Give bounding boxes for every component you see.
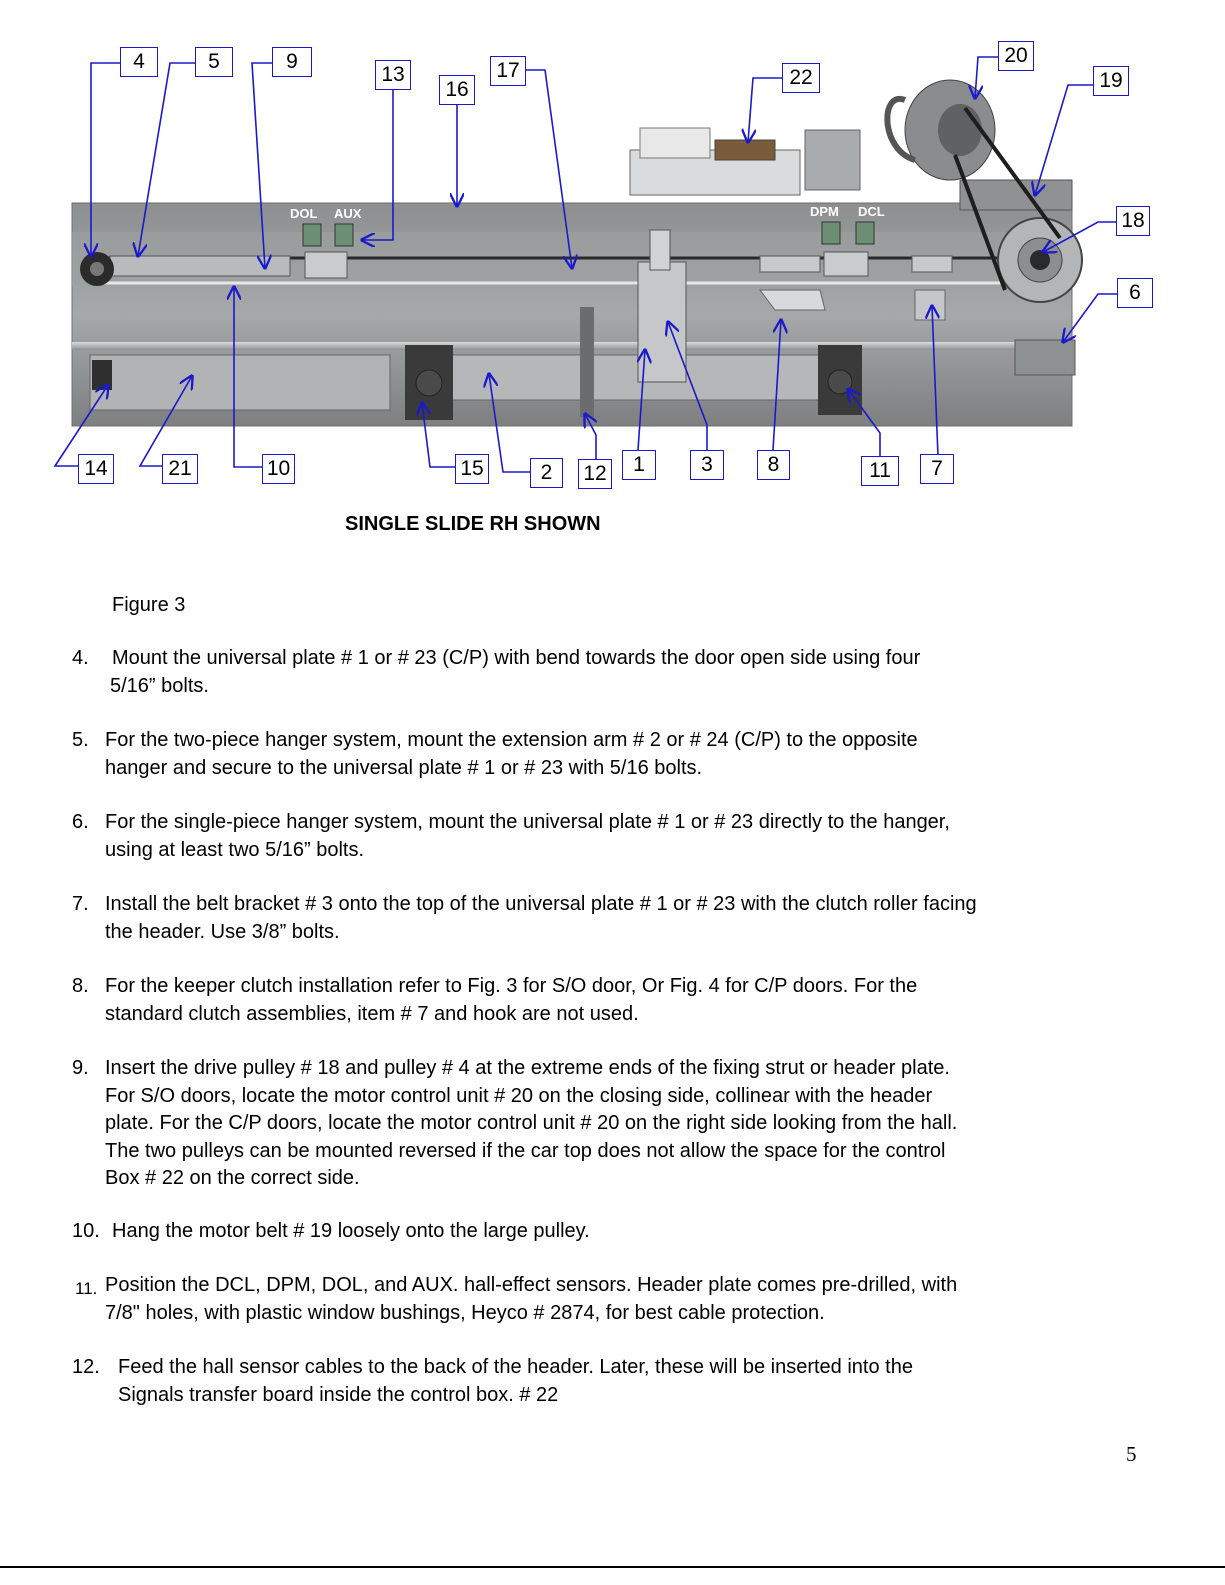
callout-10: 10 (262, 454, 295, 484)
step-line: Feed the hall sensor cables to the back of the header. Later, these will be inserted into the (118, 1356, 913, 1378)
callout-8: 8 (757, 450, 790, 480)
callout-16: 16 (439, 75, 475, 105)
step-line: 5/16” bolts. (110, 674, 209, 697)
step-line: Mount the universal plate # 1 or # 23 (C/P) with bend towards the door open side using four (112, 647, 921, 669)
figure-3 (0, 0, 1225, 500)
callout-5: 5 (195, 47, 233, 77)
callout-6: 6 (1117, 278, 1153, 308)
step-number: 7. (72, 893, 89, 915)
step-line: Signals transfer board inside the control box. # 22 (118, 1383, 559, 1406)
step-number: 10. (72, 1220, 100, 1242)
step-line: Install the belt bracket # 3 onto the top of the universal plate # 1 or # 23 with the clutch roller facing (105, 893, 977, 915)
step-line: Insert the drive pulley # 18 and pulley # 4 at the extreme ends of the fixing strut or header plate. (105, 1057, 950, 1079)
dcl-label: DCL (858, 204, 885, 219)
dol-sensor (303, 224, 321, 246)
step-line: The two pulleys can be mounted reversed if the car top does not allow the space for the control (105, 1139, 946, 1162)
step-line: Box # 22 on the correct side. (105, 1167, 360, 1189)
step-number: 11. (75, 1279, 98, 1298)
dpm-sensor (822, 222, 840, 244)
callout-11: 11 (861, 456, 899, 486)
step-line: For S/O doors, locate the motor control unit # 20 on the closing side, collinear with the header (105, 1084, 933, 1107)
aux-label: AUX (334, 206, 362, 221)
step-number: 4. (72, 647, 89, 669)
step-line: the header. Use 3/8” bolts. (105, 920, 340, 943)
step-number: 9. (72, 1057, 89, 1079)
figure-caption: SINGLE SLIDE RH SHOWN (345, 513, 601, 535)
step-line: using at least two 5/16” bolts. (105, 838, 365, 861)
hanger-right (450, 355, 820, 400)
callout-18: 18 (1116, 206, 1150, 236)
callout-20: 20 (998, 41, 1034, 71)
step-number: 8. (72, 975, 89, 997)
callout-14: 14 (78, 454, 114, 484)
step-line: Hang the motor belt # 19 loosely onto the large pulley. (112, 1220, 590, 1242)
step-line: hanger and secure to the universal plate # 1 or # 23 with 5/16 bolts. (105, 756, 703, 779)
callout-12: 12 (578, 459, 612, 489)
dpm-label: DPM (810, 204, 839, 219)
callout-2: 2 (530, 458, 563, 488)
step-line: plate. For the C/P doors, locate the motor control unit # 20 on the right side looking from the hall. (105, 1112, 958, 1134)
dol-label: DOL (290, 206, 318, 221)
callout-22: 22 (782, 63, 820, 93)
callout-3: 3 (690, 450, 724, 480)
step-number: 6. (72, 811, 89, 833)
operator-photo (0, 0, 1225, 500)
callout-21: 21 (162, 454, 198, 484)
dcl-sensor (856, 222, 874, 244)
callout-4: 4 (120, 47, 158, 77)
step-line: Position the DCL, DPM, DOL, and AUX. hall-effect sensors. Header plate comes pre-drilled, with (105, 1274, 958, 1296)
step-line: For the keeper clutch installation refer to Fig. 3 for S/O door, Or Fig. 4 for C/P doors. For the (105, 975, 918, 997)
figure-label: Figure 3 (112, 594, 186, 616)
step-line: For the single-piece hanger system, mount the universal plate # 1 or # 23 directly to the hanger, (105, 811, 950, 833)
aux-sensor (335, 224, 353, 246)
callout-15: 15 (455, 454, 489, 484)
page-number: 5 (1126, 1442, 1137, 1466)
bottom-rule (0, 1566, 1225, 1568)
step-line: standard clutch assemblies, item # 7 and hook are not used. (105, 1002, 639, 1025)
callout-17: 17 (490, 56, 526, 86)
hanger-left (90, 355, 390, 410)
callout-19: 19 (1093, 66, 1129, 96)
universal-plate (638, 262, 686, 382)
step-line: For the two-piece hanger system, mount the extension arm # 2 or # 24 (C/P) to the opposite (105, 729, 918, 751)
callout-13: 13 (375, 60, 411, 90)
callout-1: 1 (622, 450, 656, 480)
step-number: 12. (72, 1356, 100, 1378)
callout-7: 7 (920, 454, 954, 484)
callout-9: 9 (272, 47, 312, 77)
step-line: 7/8" holes, with plastic window bushings, Heyco # 2874, for best cable protection. (105, 1301, 825, 1324)
step-number: 5. (72, 729, 89, 751)
